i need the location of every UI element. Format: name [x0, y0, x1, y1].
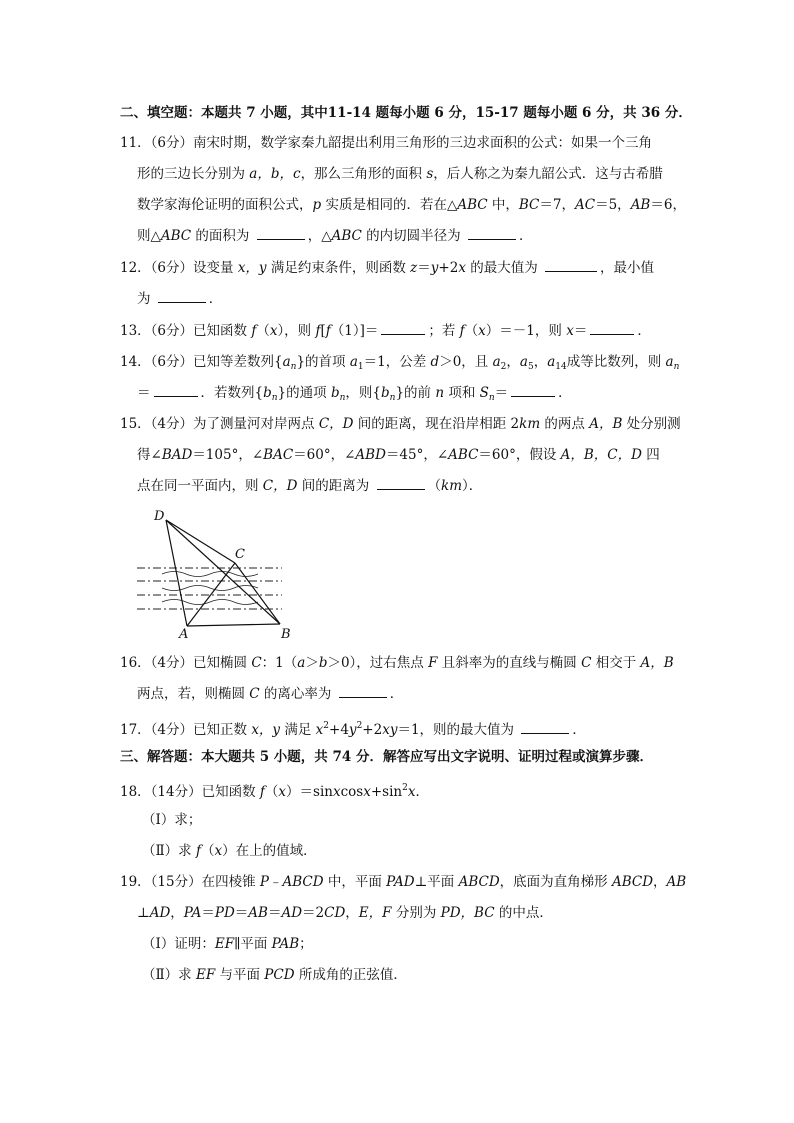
label-c: C — [235, 547, 245, 562]
question-14-line-1: 14．（6分）已知等差数列$\{a_n\}$的首项 $a_1=1$，公差 d＞0，且 $a_2$，$a_5$，$a_{14}$成等比数列，则 $a_n$ — [120, 354, 680, 372]
answer-blank[interactable] — [339, 685, 387, 698]
answer-blank[interactable] — [257, 227, 305, 240]
question-11-line-2: 形的三边长分别为 a，b，c，那么三角形的面积 s，后人称之为秦九韶公式．这与古希腊 — [137, 166, 663, 182]
question-13: 13．（6分）已知函数 f（x），则 f[f（1）]＝ ；若 f（x）＝－1，则 x＝ ． — [120, 323, 651, 339]
answer-blank[interactable] — [545, 259, 597, 272]
answer-blank[interactable] — [158, 290, 206, 303]
question-14-line-2: ＝ ．若数列$\{b_n\}$的通项 $b_n$，则$\{b_n\}$的前 n 项和 $S_n=$ ． — [137, 385, 572, 403]
answer-blank[interactable] — [381, 322, 425, 335]
label-b: B — [281, 627, 291, 642]
question-11-line-4: 则△ABC 的面积为 ，△ABC 的内切圆半径为 ． — [137, 228, 533, 244]
answer-blank[interactable] — [521, 721, 569, 734]
river-measurement-figure — [132, 508, 302, 644]
answer-blank[interactable] — [377, 477, 425, 490]
answer-blank[interactable] — [511, 384, 555, 397]
question-15-line-3: 点在同一平面内，则 C，D 间的距离为 （km）． — [137, 478, 483, 494]
question-19-line-2: ⊥AD，PA＝PD＝AB＝AD＝2CD，E，F 分别为 PD，BC 的中点． — [137, 905, 553, 921]
question-18-part-1: （Ⅰ）求； — [142, 812, 202, 828]
question-18-line-1: 18．（14分）已知函数 $f(x)=sinxcosx+\sin^2x$． — [120, 783, 429, 800]
question-19-part-2: （Ⅱ）求 EF 与平面 PCD 所成角的正弦值． — [142, 967, 407, 983]
question-15-line-2: 得∠BAD＝105°，∠BAC＝60°，∠ABD＝45°，∠ABC＝60°，假设 A，B，C，D 四 — [137, 447, 660, 463]
question-16-line-1: 16．（4分）已知椭圆 C：1（a＞b＞0），过右焦点 F 且斜率为的直线与椭圆 C 相交于 A，B — [120, 655, 674, 671]
question-16-line-2: 两点，若，则椭圆 C 的离心率为 ． — [137, 686, 404, 702]
label-a: A — [179, 627, 189, 642]
question-11-line-3: 数学家海伦证明的面积公式，p 实质是相同的．若在△ABC 中，BC＝7，AC＝5，AB＝6， — [137, 197, 686, 213]
section-3-header: 三、解答题：本大题共 5 小题，共 74 分．解答应写出文字说明、证明过程或演算步骤． — [120, 749, 653, 765]
question-19-line-1: 19．（15分）在四棱锥 P﹣ABCD 中，平面 PAD⊥平面 ABCD，底面为直角梯形 ABCD，AB — [120, 874, 687, 890]
question-17: 17．（4分）已知正数 x，y 满足 $x^2+4y^2+2xy=1$，则的最大值为 ． — [120, 721, 586, 738]
river-lines — [137, 568, 282, 609]
question-12-line-1: 12．（6分）设变量 x，y 满足约束条件，则函数 z＝y+2x 的最大值为 ，最小值 — [120, 260, 655, 276]
answer-blank[interactable] — [590, 322, 634, 335]
question-19-part-1: （Ⅰ）证明：EF∥平面 PAB； — [142, 936, 313, 952]
question-12-line-2: 为 ． — [137, 291, 223, 307]
label-d: D — [154, 509, 165, 524]
answer-blank[interactable] — [468, 227, 516, 240]
section-2-header: 二、填空题：本题共 7 小题，其中11-14 题每小题 6 分，15-17 题每小题 6 分，共 36 分． — [120, 105, 692, 121]
answer-blank[interactable] — [154, 384, 198, 397]
question-11-line-1: 11．（6分）南宋时期，数学家秦九韶提出利用三角形的三边求面积的公式：如果一个三角 — [120, 135, 653, 151]
question-15-line-1: 15．（4分）为了测量河对岸两点 C，D 间的距离，现在沿岸相距 2km 的两点 A，B 处分别测 — [120, 416, 681, 432]
question-18-part-2: （Ⅱ）求 f（x）在上的值域． — [142, 843, 317, 859]
